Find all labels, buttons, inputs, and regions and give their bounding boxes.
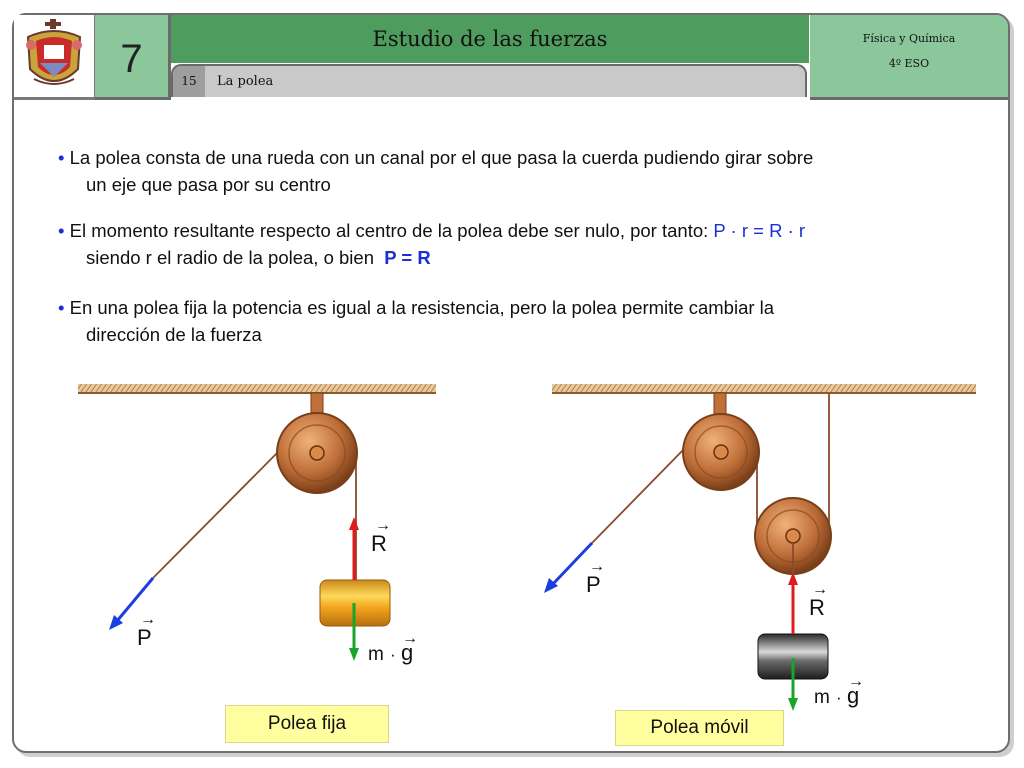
label-m: m	[814, 687, 830, 708]
bullet: •	[58, 147, 65, 168]
formula-moment: P · r = R · r	[713, 220, 806, 241]
chapter-number: 7	[120, 37, 143, 81]
paragraph-2-line2: siendo r el radio de la polea, o bien	[86, 247, 374, 268]
paragraph-1-line2: un eje que pasa por su centro	[86, 174, 331, 195]
rope	[153, 448, 282, 578]
label-g: g	[401, 640, 414, 665]
pulley-axle	[310, 446, 324, 460]
label-P: P	[137, 625, 152, 650]
movable-pulley-diagram	[544, 384, 976, 711]
paragraph-1-line1: La polea consta de una rueda con un canal por el que pasa la cuerda pudiendo girar sobre	[69, 147, 814, 168]
paragraph-3-line1: En una polea fija la potencia es igual a la resistencia, pero la polea permite cambiar la	[69, 297, 775, 318]
caption-fixed-pulley: Polea fija	[225, 705, 389, 743]
label-m: m	[368, 644, 384, 665]
vector-arrow: →	[140, 611, 156, 628]
vector-arrow: →	[402, 630, 418, 647]
vector-arrow: →	[589, 558, 605, 575]
section-title: La polea	[217, 74, 274, 89]
label-R: R	[809, 595, 825, 620]
label-dot: ·	[836, 688, 842, 707]
pulley-axle	[714, 445, 728, 459]
vector-arrow: →	[848, 673, 864, 690]
vector-arrow: →	[375, 517, 391, 534]
bullet: •	[58, 297, 65, 318]
bullet: •	[58, 220, 65, 241]
pulley-axle	[786, 529, 800, 543]
subject-label: Física y Química	[862, 32, 956, 45]
paragraph-2-line1: El momento resultante respecto al centro de la polea debe ser nulo, por tanto:	[69, 220, 714, 241]
label-R: R	[371, 531, 387, 556]
label-g: g	[847, 683, 860, 708]
course-label: 4º ESO	[888, 57, 930, 70]
formula-equal: P = R	[384, 247, 431, 268]
page-title: Estudio de las fuerzas	[372, 27, 608, 51]
vector-arrow: →	[812, 581, 828, 598]
section-number: 15	[173, 66, 205, 97]
label-dot: ·	[390, 645, 396, 664]
caption-movable-pulley: Polea móvil	[615, 710, 784, 746]
ceiling-left	[78, 384, 436, 393]
ceiling-right	[552, 384, 976, 393]
label-P: P	[586, 572, 601, 597]
fixed-pulley-diagram	[78, 384, 436, 665]
rope	[592, 447, 686, 543]
paragraph-3-line2: dirección de la fuerza	[86, 324, 262, 345]
